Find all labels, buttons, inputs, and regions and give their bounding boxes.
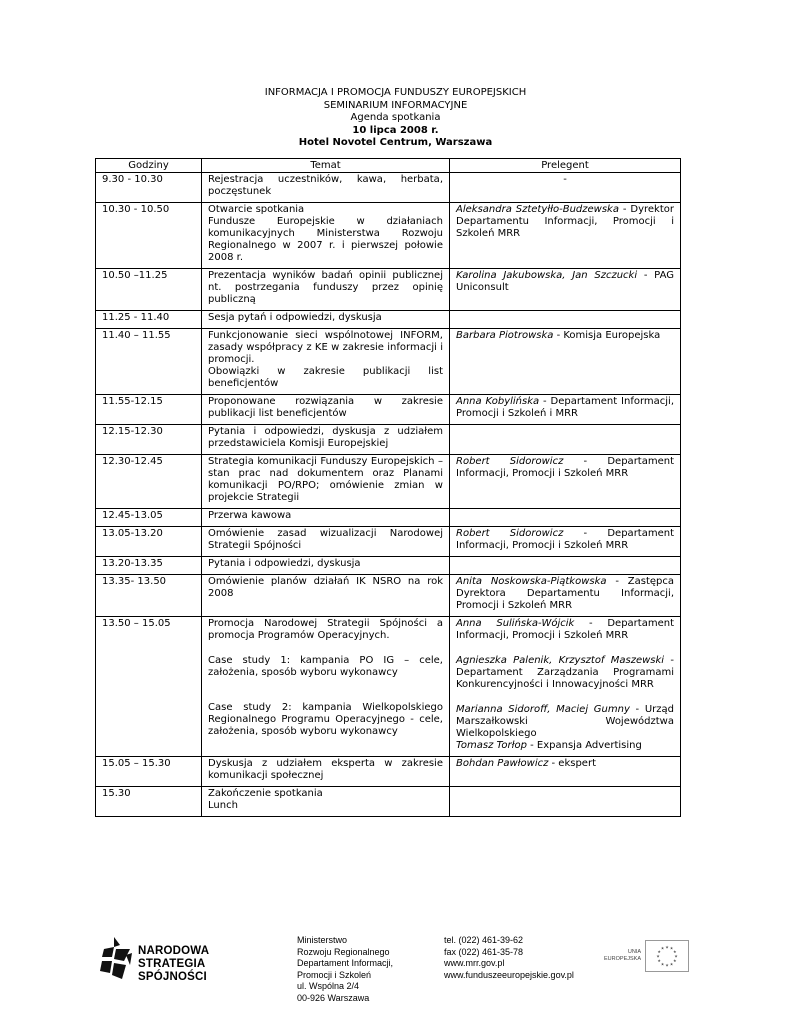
contact-phone: tel. (022) 461-39-62 <box>444 935 524 945</box>
row-speaker <box>450 269 681 311</box>
eu-label-line-1: UNIA <box>627 949 641 955</box>
row-topic <box>202 329 450 395</box>
column-header-topic: Temat <box>202 159 450 173</box>
row-topic <box>202 509 450 527</box>
nss-logo <box>100 935 270 985</box>
address-line: Promocji i Szkoleń <box>297 969 372 980</box>
contact-fax: fax (022) 461-35-78 <box>444 946 524 957</box>
table-row <box>96 757 681 787</box>
contact-website: www.mrr.gov.pl <box>444 958 505 968</box>
column-header-speaker: Prelegent <box>450 159 681 173</box>
row-topic <box>202 575 450 617</box>
speaker-name: Robert Sidorowicz <box>456 528 564 539</box>
table-row <box>96 329 681 395</box>
eu-star-icon: ★ <box>660 945 665 951</box>
speaker-name: Anna Kobylińska <box>456 396 540 407</box>
row-time: 11.40 – 11.55 <box>96 329 202 395</box>
row-speaker <box>450 527 681 557</box>
eu-star-icon: ★ <box>665 962 669 968</box>
speaker-affiliation: - Komisja Europejska <box>553 330 661 341</box>
eu-label-line-2: EUROPEJSKA <box>604 956 641 962</box>
row-time: 12.30-12.45 <box>96 455 202 509</box>
header-venue: Hotel Novotel Centrum, Warszawa <box>298 137 493 148</box>
agenda-table <box>95 158 681 817</box>
row-speaker <box>450 311 681 329</box>
row-time: 12.45-13.05 <box>96 509 202 527</box>
speaker-affiliation: - Urząd Marszałkowski Województwa Wielkopolskiego <box>456 704 674 739</box>
topic-paragraph: Case study 2: kampania Wielkopolskiego Regionalnego Programu Operacyjnego - cele, założenia, sposób wyboru wykonawcy <box>208 702 443 737</box>
row-time: 13.20-13.35 <box>96 557 202 575</box>
speaker-name: Anita Noskowska-Piątkowska <box>456 576 607 587</box>
row-time: 15.05 – 15.30 <box>96 757 202 787</box>
table-row <box>96 527 681 557</box>
speaker-name: Bohdan Pawłowicz <box>456 758 549 769</box>
eu-star-icon: ★ <box>656 953 660 959</box>
table-row <box>96 557 681 575</box>
eu-star-icon: ★ <box>660 961 665 967</box>
document-header <box>0 87 791 150</box>
speaker-name: Agnieszka Palenik, Krzysztof Maszewski <box>456 655 665 666</box>
topic-paragraph: Funkcjonowanie sieci wspólnotowej INFORM, zasady współpracy z KE w zakresie informacji i promocji. <box>208 330 443 365</box>
eu-star-icon: ★ <box>669 945 674 951</box>
speaker-name: Tomasz Torłop <box>456 740 527 751</box>
address-line: Ministerstwo <box>297 935 348 945</box>
speaker-entry <box>456 740 674 752</box>
eu-star-icon: ★ <box>674 953 678 959</box>
table-row <box>96 395 681 425</box>
row-topic <box>202 269 450 311</box>
row-time: 11.25 - 11.40 <box>96 311 202 329</box>
footer <box>0 935 791 1005</box>
eu-flag-icon <box>645 940 689 972</box>
speaker-affiliation: - Departament Informacji, Promocji i Szkoleń i MRR <box>456 396 674 419</box>
row-time: 10.50 –11.25 <box>96 269 202 311</box>
table-row <box>96 269 681 311</box>
speaker-affiliation: - ekspert <box>548 758 596 769</box>
topic-paragraph: Przerwa kawowa <box>208 510 292 521</box>
logo-line-2: STRATEGIA SPÓJNOŚCI <box>138 958 207 983</box>
speaker-name: Aleksandra Sztetyłło-Budzewska <box>456 204 619 215</box>
row-topic <box>202 787 450 817</box>
speaker-affiliation: - Expansja Advertising <box>526 740 642 751</box>
topic-paragraph: Zakończenie spotkania <box>208 788 323 799</box>
table-row <box>96 455 681 509</box>
table-row <box>96 787 681 817</box>
topic-paragraph: Promocja Narodowej Strategii Spójności a promocja Programów Operacyjnych. <box>208 618 443 641</box>
table-row <box>96 575 681 617</box>
row-topic <box>202 527 450 557</box>
speaker-affiliation: - Departament Informacji, Promocji i Szkoleń MRR <box>456 528 675 551</box>
row-speaker <box>450 787 681 817</box>
eu-star-icon: ★ <box>657 958 662 963</box>
speaker-affiliation: - Departament Informacji, Promocji i Szkoleń MRR <box>456 618 674 641</box>
speaker-name: Karolina Jakubowska, Jan Szczucki <box>456 270 638 281</box>
row-speaker <box>450 455 681 509</box>
topic-paragraph: Omówienie planów działań IK NSRO na rok 2008 <box>208 576 443 599</box>
topic-paragraph: Otwarcie spotkania <box>208 204 305 215</box>
speaker-affiliation: - Dyrektor Departamentu Informacji, Promocji i Szkoleń MRR <box>456 204 674 239</box>
nss-logo-text <box>138 945 270 984</box>
table-row <box>96 311 681 329</box>
eu-star-icon: ★ <box>657 949 662 954</box>
row-time: 15.30 <box>96 787 202 817</box>
eu-star-icon: ★ <box>669 961 674 967</box>
table-row <box>96 173 681 203</box>
eu-star-icon: ★ <box>665 944 669 950</box>
row-topic <box>202 311 450 329</box>
header-agenda-label: Agenda spotkania <box>350 112 441 123</box>
row-topic <box>202 173 450 203</box>
speaker-entry <box>456 704 674 740</box>
row-speaker: - <box>450 173 681 203</box>
header-title: INFORMACJA I PROMOCJA FUNDUSZY EUROPEJSKICH <box>264 87 527 98</box>
topic-paragraph: Case study 1: kampania PO IG – cele, założenia, sposób wyboru wykonawcy <box>208 655 443 678</box>
ministry-address <box>297 935 393 1004</box>
speaker-name: Barbara Piotrowska <box>456 330 554 341</box>
address-line: Rozwoju Regionalnego <box>297 946 390 957</box>
speaker-affiliation: - Zastępca Dyrektora Departamentu Informacji, Promocji i Szkoleń MRR <box>456 576 674 611</box>
row-topic <box>202 455 450 509</box>
header-date: 10 lipca 2008 r. <box>352 124 439 136</box>
row-topic <box>202 203 450 269</box>
contact-website: www.funduszeeuropejskie.gov.pl <box>444 969 574 980</box>
table-row <box>96 509 681 527</box>
row-speaker <box>450 425 681 455</box>
ministry-contact <box>444 935 574 981</box>
row-speaker <box>450 329 681 395</box>
eu-star-icon: ★ <box>672 958 677 963</box>
topic-paragraph: Rejestracja uczestników, kawa, herbata, poczęstunek <box>208 174 443 197</box>
speaker-affiliation: - PAG Uniconsult <box>456 270 674 293</box>
row-time: 13.05-13.20 <box>96 527 202 557</box>
address-line: Departament Informacji, <box>297 958 394 968</box>
topic-paragraph: Sesja pytań i odpowiedzi, dyskusja <box>208 312 382 323</box>
row-speaker <box>450 203 681 269</box>
table-row <box>96 203 681 269</box>
row-time: 10.30 - 10.50 <box>96 203 202 269</box>
nss-logo-icon <box>100 935 134 983</box>
row-speaker <box>450 509 681 527</box>
topic-paragraph: Omówienie zasad wizualizacji Narodowej Strategii Spójności <box>208 528 443 551</box>
speaker-name: Anna Sulińska-Wójcik <box>456 618 575 629</box>
table-header-row <box>96 159 681 173</box>
row-time: 13.35- 13.50 <box>96 575 202 617</box>
speaker-name: Robert Sidorowicz <box>456 456 564 467</box>
eu-star-icon: ★ <box>672 949 677 954</box>
topic-paragraph: Pytania i odpowiedzi, dyskusja z udziałem przedstawiciela Komisji Europejskiej <box>208 426 443 449</box>
row-topic <box>202 557 450 575</box>
speaker-entry <box>456 618 674 642</box>
column-header-time: Godziny <box>96 159 202 173</box>
row-time: 9.30 - 10.30 <box>96 173 202 203</box>
speaker-affiliation: - Departament Zarządzania Programami Konkurencyjności i Innowacyjności MRR <box>456 655 674 690</box>
eu-label <box>603 949 641 963</box>
address-line: 00-926 Warszawa <box>297 992 370 1003</box>
row-time: 13.50 – 15.05 <box>96 617 202 757</box>
row-topic <box>202 425 450 455</box>
row-topic <box>202 395 450 425</box>
speaker-affiliation: - Departament Informacji, Promocji i Szkoleń MRR <box>456 456 675 479</box>
row-time: 12.15-12.30 <box>96 425 202 455</box>
agenda-body <box>96 173 681 817</box>
speaker-name: Marianna Sidoroff, Maciej Gumny <box>456 704 630 715</box>
table-row <box>96 617 681 757</box>
row-speaker <box>450 557 681 575</box>
row-speaker <box>450 395 681 425</box>
topic-paragraph: Strategia komunikacji Funduszy Europejskich – stan prac nad dokumentem oraz Planami komunikacji PO/RPO; omówienie zmian w projekcie Strategii <box>208 456 443 503</box>
row-topic <box>202 617 450 757</box>
table-row <box>96 425 681 455</box>
topic-paragraph: Proponowane rozwiązania w zakresie publikacji list beneficjentów <box>208 396 443 419</box>
topic-paragraph: Dyskusja z udziałem eksperta w zakresie komunikacji społecznej <box>208 758 443 781</box>
row-speaker <box>450 575 681 617</box>
topic-paragraph: Lunch <box>208 800 238 811</box>
logo-line-1: NARODOWA <box>138 945 210 957</box>
topic-paragraph: Pytania i odpowiedzi, dyskusja <box>208 558 361 569</box>
row-time: 11.55-12.15 <box>96 395 202 425</box>
topic-paragraph: Obowiązki w zakresie publikacji list beneficjentów <box>208 366 443 389</box>
topic-paragraph: Prezentacja wyników badań opinii publicznej nt. postrzegania funduszy przez opinię publiczną <box>208 270 443 305</box>
topic-paragraph: Fundusze Europejskie w działaniach komunikacyjnych Ministerstwa Rozwoju Regionalnego w 2007 r. i pierwszej połowie 2008 r. <box>208 216 443 263</box>
address-line: ul. Wspólna 2/4 <box>297 981 360 991</box>
header-subtitle: SEMINARIUM INFORMACYJNE <box>323 99 468 111</box>
row-topic <box>202 757 450 787</box>
row-speaker <box>450 757 681 787</box>
speaker-entry <box>456 655 674 691</box>
row-speaker <box>450 617 681 757</box>
